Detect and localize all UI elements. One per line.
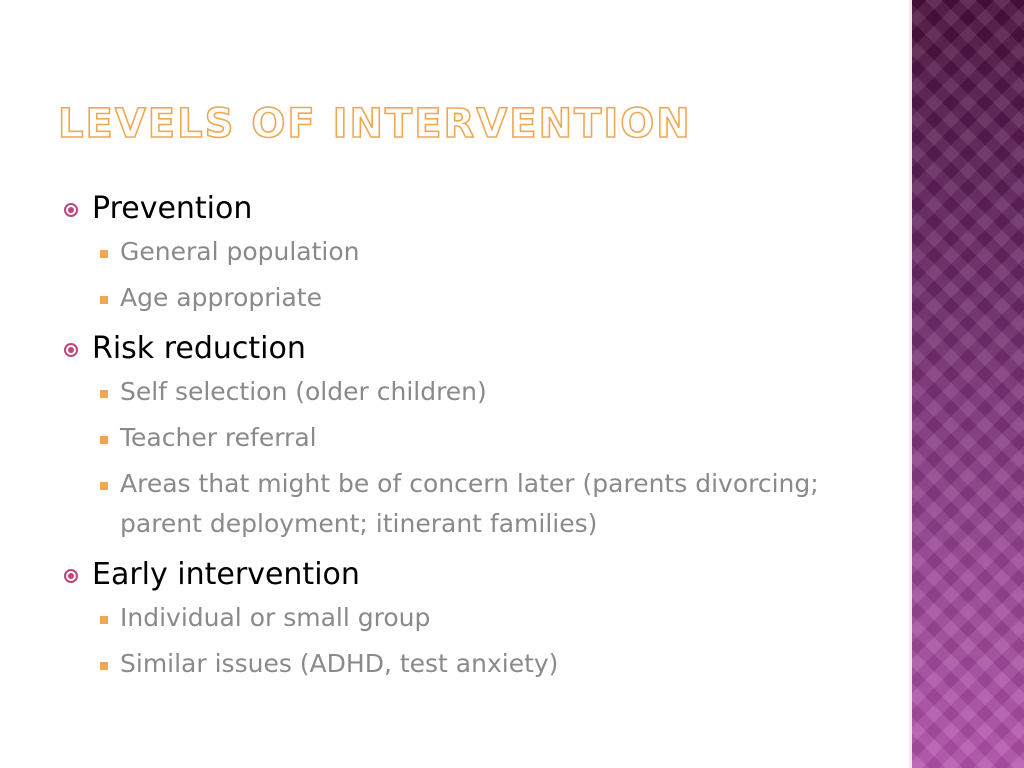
sub-bullet [92, 232, 882, 272]
sub-bullet-text: Self selection (older children) [120, 377, 487, 406]
sub-bullet-text: Age appropriate [120, 283, 322, 312]
square-bullet-icon [100, 250, 108, 258]
decorative-side-band [912, 0, 1024, 768]
sub-bullet-text: Areas that might be of concern later (parents divorcing; parent deployment; itinerant families) [120, 469, 819, 538]
sub-bullet [92, 372, 882, 412]
bullet-prevention [62, 188, 882, 318]
square-bullet-icon [100, 436, 108, 444]
square-bullet-icon [100, 616, 108, 624]
circle-bullet-icon [64, 343, 78, 357]
slide-content [62, 188, 882, 684]
sub-bullet-list [92, 598, 882, 684]
square-bullet-icon [100, 482, 108, 490]
sub-bullet-text: General population [120, 237, 360, 266]
sub-bullet-text: Individual or small group [120, 603, 431, 632]
sub-bullet-text: Teacher referral [120, 423, 317, 452]
circle-bullet-icon [64, 203, 78, 217]
square-bullet-icon [100, 662, 108, 670]
sub-bullet-list [92, 232, 882, 318]
bullet-early-intervention [62, 554, 882, 684]
sub-bullet [92, 598, 882, 638]
square-bullet-icon [100, 390, 108, 398]
bullet-list [62, 188, 882, 684]
sub-bullet [92, 278, 882, 318]
bullet-text: Prevention [92, 191, 253, 226]
sub-bullet [92, 464, 882, 544]
bullet-risk-reduction [62, 328, 882, 544]
sub-bullet-list [92, 372, 882, 544]
slide-title: LEVELS OF INTERVENTION [58, 101, 692, 147]
sub-bullet [92, 644, 882, 684]
sub-bullet [92, 418, 882, 458]
bullet-text: Risk reduction [92, 331, 306, 366]
bullet-text: Early intervention [92, 557, 360, 592]
circle-bullet-icon [64, 569, 78, 583]
sub-bullet-text: Similar issues (ADHD, test anxiety) [120, 649, 559, 678]
square-bullet-icon [100, 296, 108, 304]
